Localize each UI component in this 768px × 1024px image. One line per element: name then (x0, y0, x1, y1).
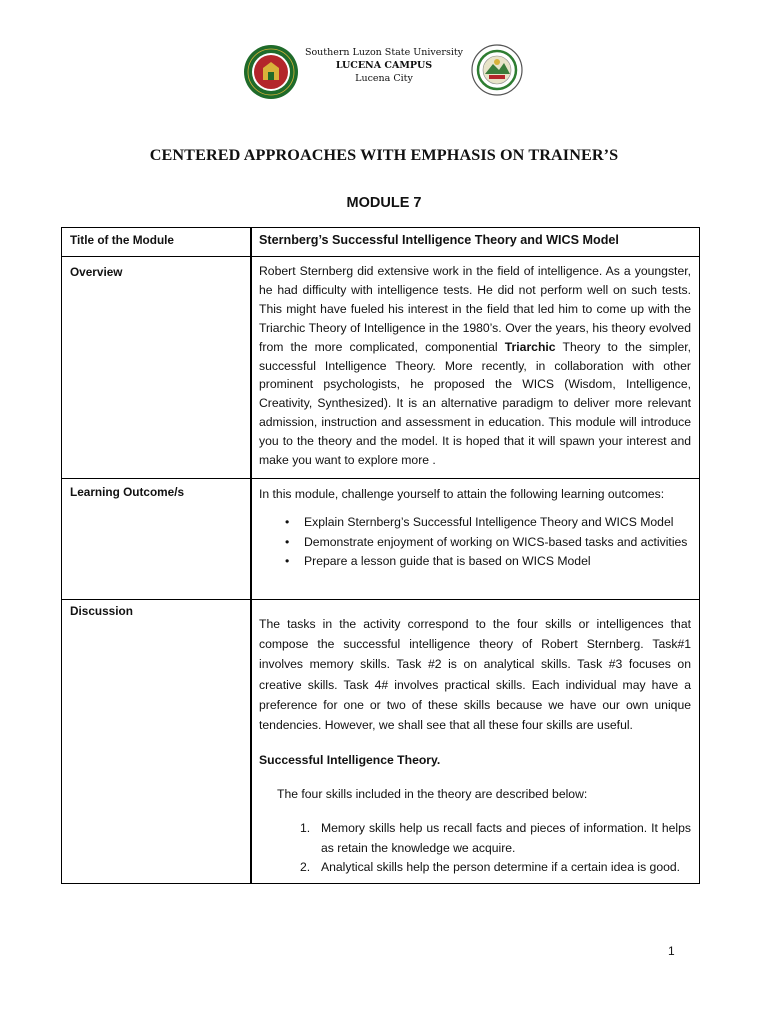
university-address-block (300, 46, 468, 85)
document-title: CENTERED APPROACHES WITH EMPHASIS ON TRAINER’S (149, 146, 619, 164)
list-item: • Demonstrate enjoyment of working on WICS-based tasks and activities (259, 533, 691, 553)
letterhead (0, 42, 768, 104)
discussion-paragraph: The tasks in the activity correspond to the four skills or intelligences that compose the successful intelligence theory of Robert Sternberg. Task#1 involves memory skills. Task #2 is on analytical skills. Task #3 focuses on creative skills. Task 4# involves practical skills. Each individual may have a preference for one or two of these skills because we have our own unique tendencies. However, we shall see that all these four skills are useful. (259, 617, 691, 733)
overview-text-part1: Robert Sternberg did extensive work in the field of intelligence. As a youngster, he had difficulty with intelligence tests. He did not perform well on such tests. This might have fueled his interest in the field that led him to come up with the Triarchic Theory of Intelligence in the 1980’s. Over the years, his theory evolved from the more complicated, componential (259, 264, 691, 354)
row-divider (62, 256, 699, 257)
list-item: 1. Memory skills help us recall facts and pieces of information. It helps as retain the knowledge we acquire. (300, 821, 691, 855)
list-item: • Explain Sternberg’s Successful Intelligence Theory and WICS Model (259, 513, 691, 533)
overview-label: Overview (70, 265, 123, 279)
list-item: • Prepare a lesson guide that is based on WICS Model (259, 552, 691, 572)
title-label: Title of the Module (70, 233, 174, 247)
bullet-icon: • (285, 534, 290, 549)
column-divider (250, 228, 252, 883)
outcomes-label: Learning Outcome/s (70, 485, 185, 499)
campus-name: LUCENA CAMPUS (335, 60, 433, 71)
outcomes-cell (259, 485, 691, 572)
discussion-label: Discussion (70, 604, 133, 618)
university-seal-logo (243, 44, 299, 100)
skills-list (259, 819, 691, 878)
campus-seal-logo (471, 42, 523, 98)
city-name: Lucena City (355, 73, 413, 84)
row-divider (62, 478, 699, 479)
overview-text-part2: Theory to the simpler, successful Intelligence Theory. More recently, in collaboration with other prominent psychologists, he proposed the WICS (Wisdom, Intelligence, Creativity, Synthesized). It is an alternative paradigm to deliver more relevant admission, instruction and assessment in education. This module will introduce you to the theory and the model. It is hoped that it will spawn your interest and make you want to explore more . (259, 339, 691, 468)
overview-text (259, 262, 691, 470)
skills-intro: The four skills included in the theory are described below: (277, 787, 588, 802)
discussion-cell (259, 614, 691, 878)
university-name: Southern Luzon State University (304, 47, 464, 58)
bullet-icon: • (285, 515, 290, 529)
row-divider (62, 599, 699, 600)
bullet-icon: • (285, 554, 290, 568)
outcomes-list (259, 513, 691, 572)
list-item: 2. Analytical skills help the person determine if a certain idea is good. (300, 860, 681, 875)
module-name: Sternberg’s Successful Intelligence Theory and WICS Model (259, 233, 619, 247)
outcomes-intro: In this module, challenge yourself to attain the following learning outcomes: (259, 487, 665, 501)
section-heading: Successful Intelligence Theory. (259, 753, 441, 768)
module-table (61, 227, 700, 884)
page-number: 1 (668, 944, 675, 958)
module-heading: MODULE 7 (346, 195, 422, 211)
overview-bold-term: Triarchic (504, 339, 556, 354)
